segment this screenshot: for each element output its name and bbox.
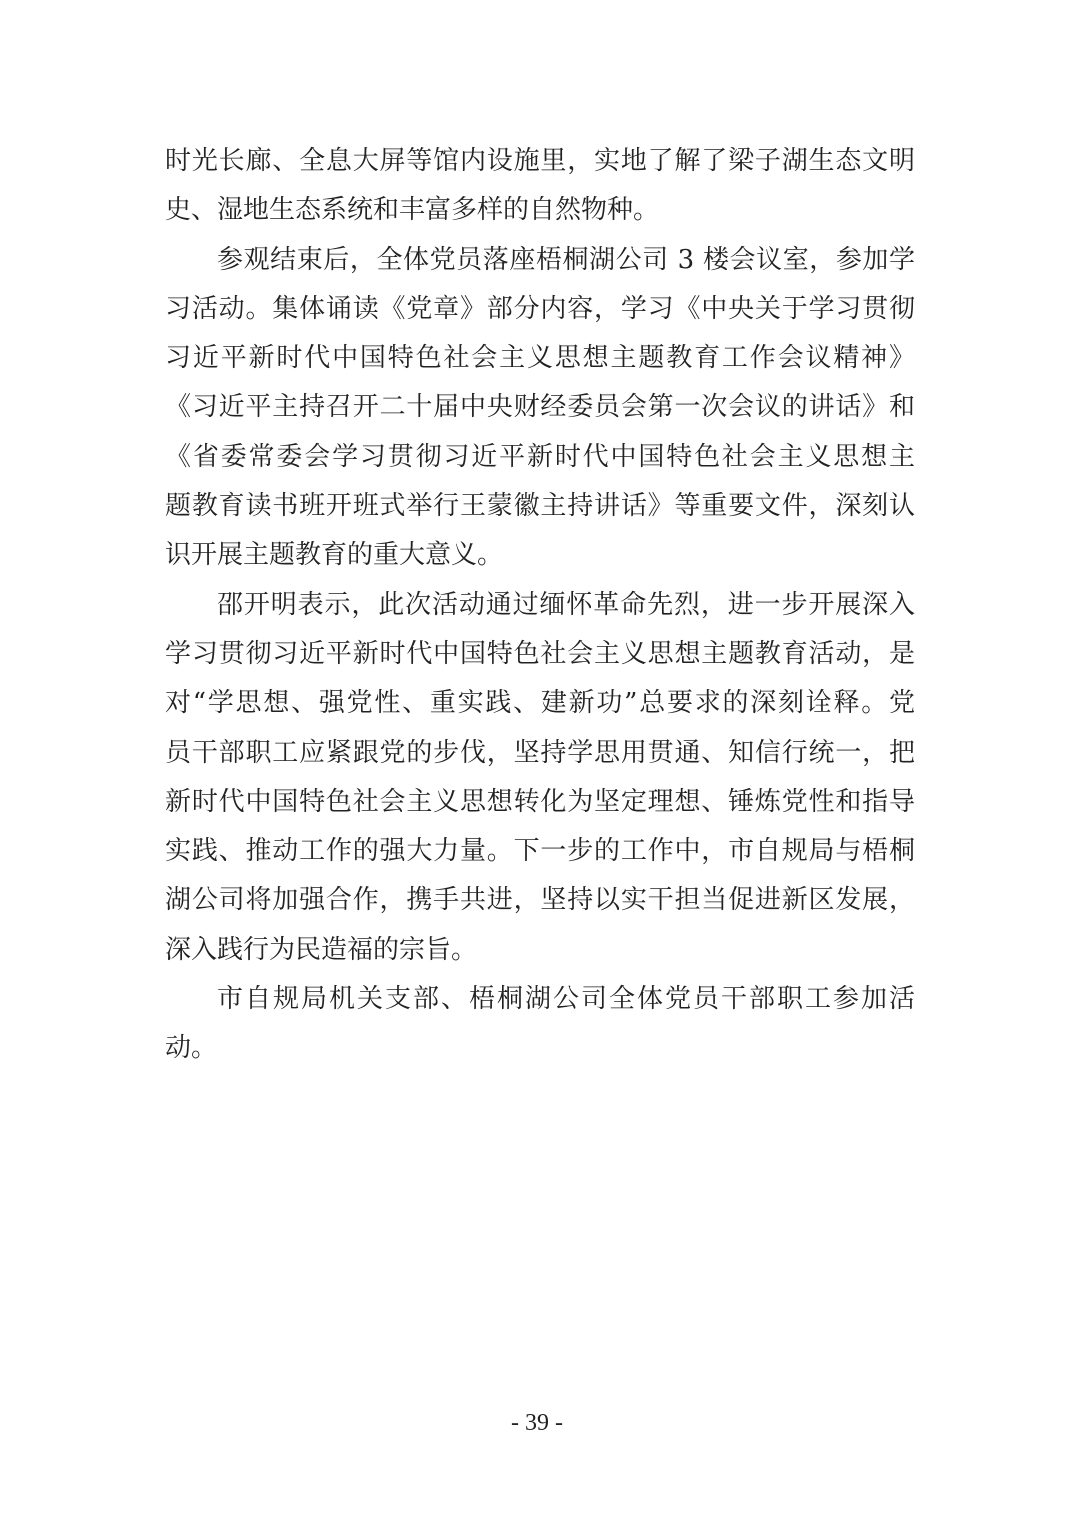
text-line: 参观结束后，全体党员落座梧桐湖公司 3 楼会议室，参加学 <box>217 244 915 275</box>
text-line: 《习近平主持召开二十届中央财经委员会第一次会议的讲话》和 <box>165 392 915 423</box>
text-line: 题教育读书班开班式举行王蒙徽主持讲话》等重要文件，深刻认 <box>165 491 915 522</box>
text-line: 邵开明表示，此次活动通过缅怀革命先烈，进一步开展深入 <box>217 589 915 620</box>
paragraph-1 <box>165 137 915 236</box>
text-line: 学习贯彻习近平新时代中国特色社会主义思想主题教育活动，是 <box>165 638 915 669</box>
text-line: 市自规局机关支部、梧桐湖公司全体党员干部职工参加活 <box>217 984 915 1015</box>
text-line: 对“学思想、强党性、重实践、建新功”总要求的深刻诠释。党 <box>165 688 915 719</box>
text-line: 识开展主题教育的重大意义。 <box>165 540 504 571</box>
text-line: 新时代中国特色社会主义思想转化为坚定理想、锤炼党性和指导 <box>165 786 915 817</box>
text-line: 习近平新时代中国特色社会主义思想主题教育工作会议精神》 <box>165 343 915 374</box>
text-line: 实践、推动工作的强大力量。下一步的工作中，市自规局与梧桐 <box>165 836 915 867</box>
text-line: 深入践行为民造福的宗旨。 <box>165 934 478 965</box>
text-line: 湖公司将加强合作，携手共进，坚持以实干担当促进新区发展， <box>165 885 915 916</box>
text-line: 员干部职工应紧跟党的步伐，坚持学思用贯通、知信行统一，把 <box>165 737 915 768</box>
text-line: 时光长廊、全息大屏等馆内设施里，实地了解了梁子湖生态文明 <box>165 146 915 176</box>
paragraph-3 <box>165 581 915 975</box>
body-text <box>165 137 915 1074</box>
text-line: 习活动。集体诵读《党章》部分内容，学习《中央关于学习贯彻 <box>165 293 915 324</box>
paragraph-2 <box>165 236 915 581</box>
paragraph-4 <box>165 975 915 1074</box>
text-line: 动。 <box>165 1033 218 1064</box>
text-line: 史、湿地生态系统和丰富多样的自然物种。 <box>165 195 660 226</box>
text-line: 《省委常委会学习贯彻习近平新时代中国特色社会主义思想主 <box>165 441 915 472</box>
page-number: - 39 - <box>511 1410 563 1436</box>
